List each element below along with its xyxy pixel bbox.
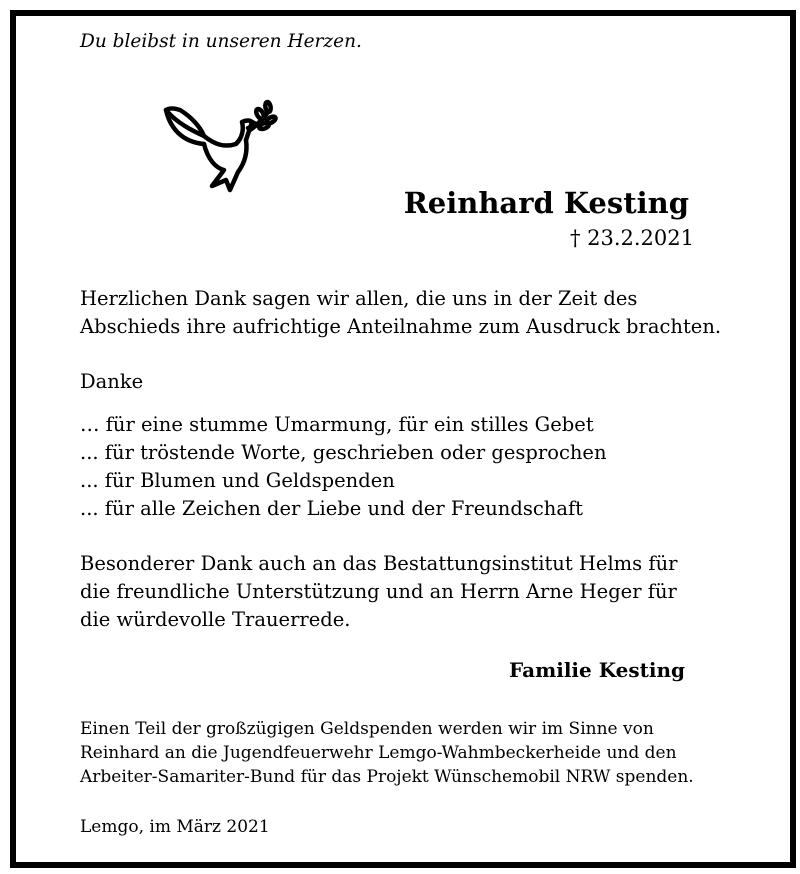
- special-thanks-paragraph: [80, 550, 677, 634]
- thanks-line: Herzlichen Dank sagen wir allen, die uns in der Zeit des: [80, 287, 638, 310]
- special-thanks-line: die würdevolle Trauerrede.: [80, 608, 351, 631]
- list-item: ... für tröstende Worte, geschrieben oder gesprochen: [80, 441, 607, 464]
- family-signature: Familie Kesting: [509, 658, 685, 682]
- special-thanks-line: Besonderer Dank auch an das Bestattungsinstitut Helms für: [80, 552, 678, 575]
- thanks-paragraph: [80, 285, 721, 341]
- dove-with-olive-branch-icon: [152, 98, 278, 196]
- donation-line: Einen Teil der großzügigen Geldspenden werden wir im Sinne von: [80, 719, 654, 739]
- list-item: … für eine stumme Umarmung, für ein stilles Gebet: [80, 413, 594, 436]
- donation-line: Arbeiter-Samariter-Bund für das Projekt Wünschemobil NRW spenden.: [80, 767, 694, 787]
- motto: Du bleibst in unseren Herzen.: [80, 31, 362, 52]
- deceased-name: Reinhard Kesting: [403, 186, 689, 220]
- donation-paragraph: [80, 717, 694, 789]
- danke-heading: Danke: [80, 370, 144, 393]
- list-item: ... für alle Zeichen der Liebe und der Freundschaft: [80, 497, 584, 520]
- donation-line: Reinhard an die Jugendfeuerwehr Lemgo-Wahmbeckerheide und den: [80, 743, 677, 763]
- thanks-line: Abschieds ihre aufrichtige Anteilnahme zum Ausdruck brachten.: [80, 315, 722, 338]
- list-item: ... für Blumen und Geldspenden: [80, 469, 395, 492]
- death-date: † 23.2.2021: [569, 226, 694, 250]
- special-thanks-line: die freundliche Unterstützung und an Herrn Arne Heger für: [80, 580, 677, 603]
- place-date: Lemgo, im März 2021: [80, 817, 270, 837]
- thanks-list: [80, 411, 607, 523]
